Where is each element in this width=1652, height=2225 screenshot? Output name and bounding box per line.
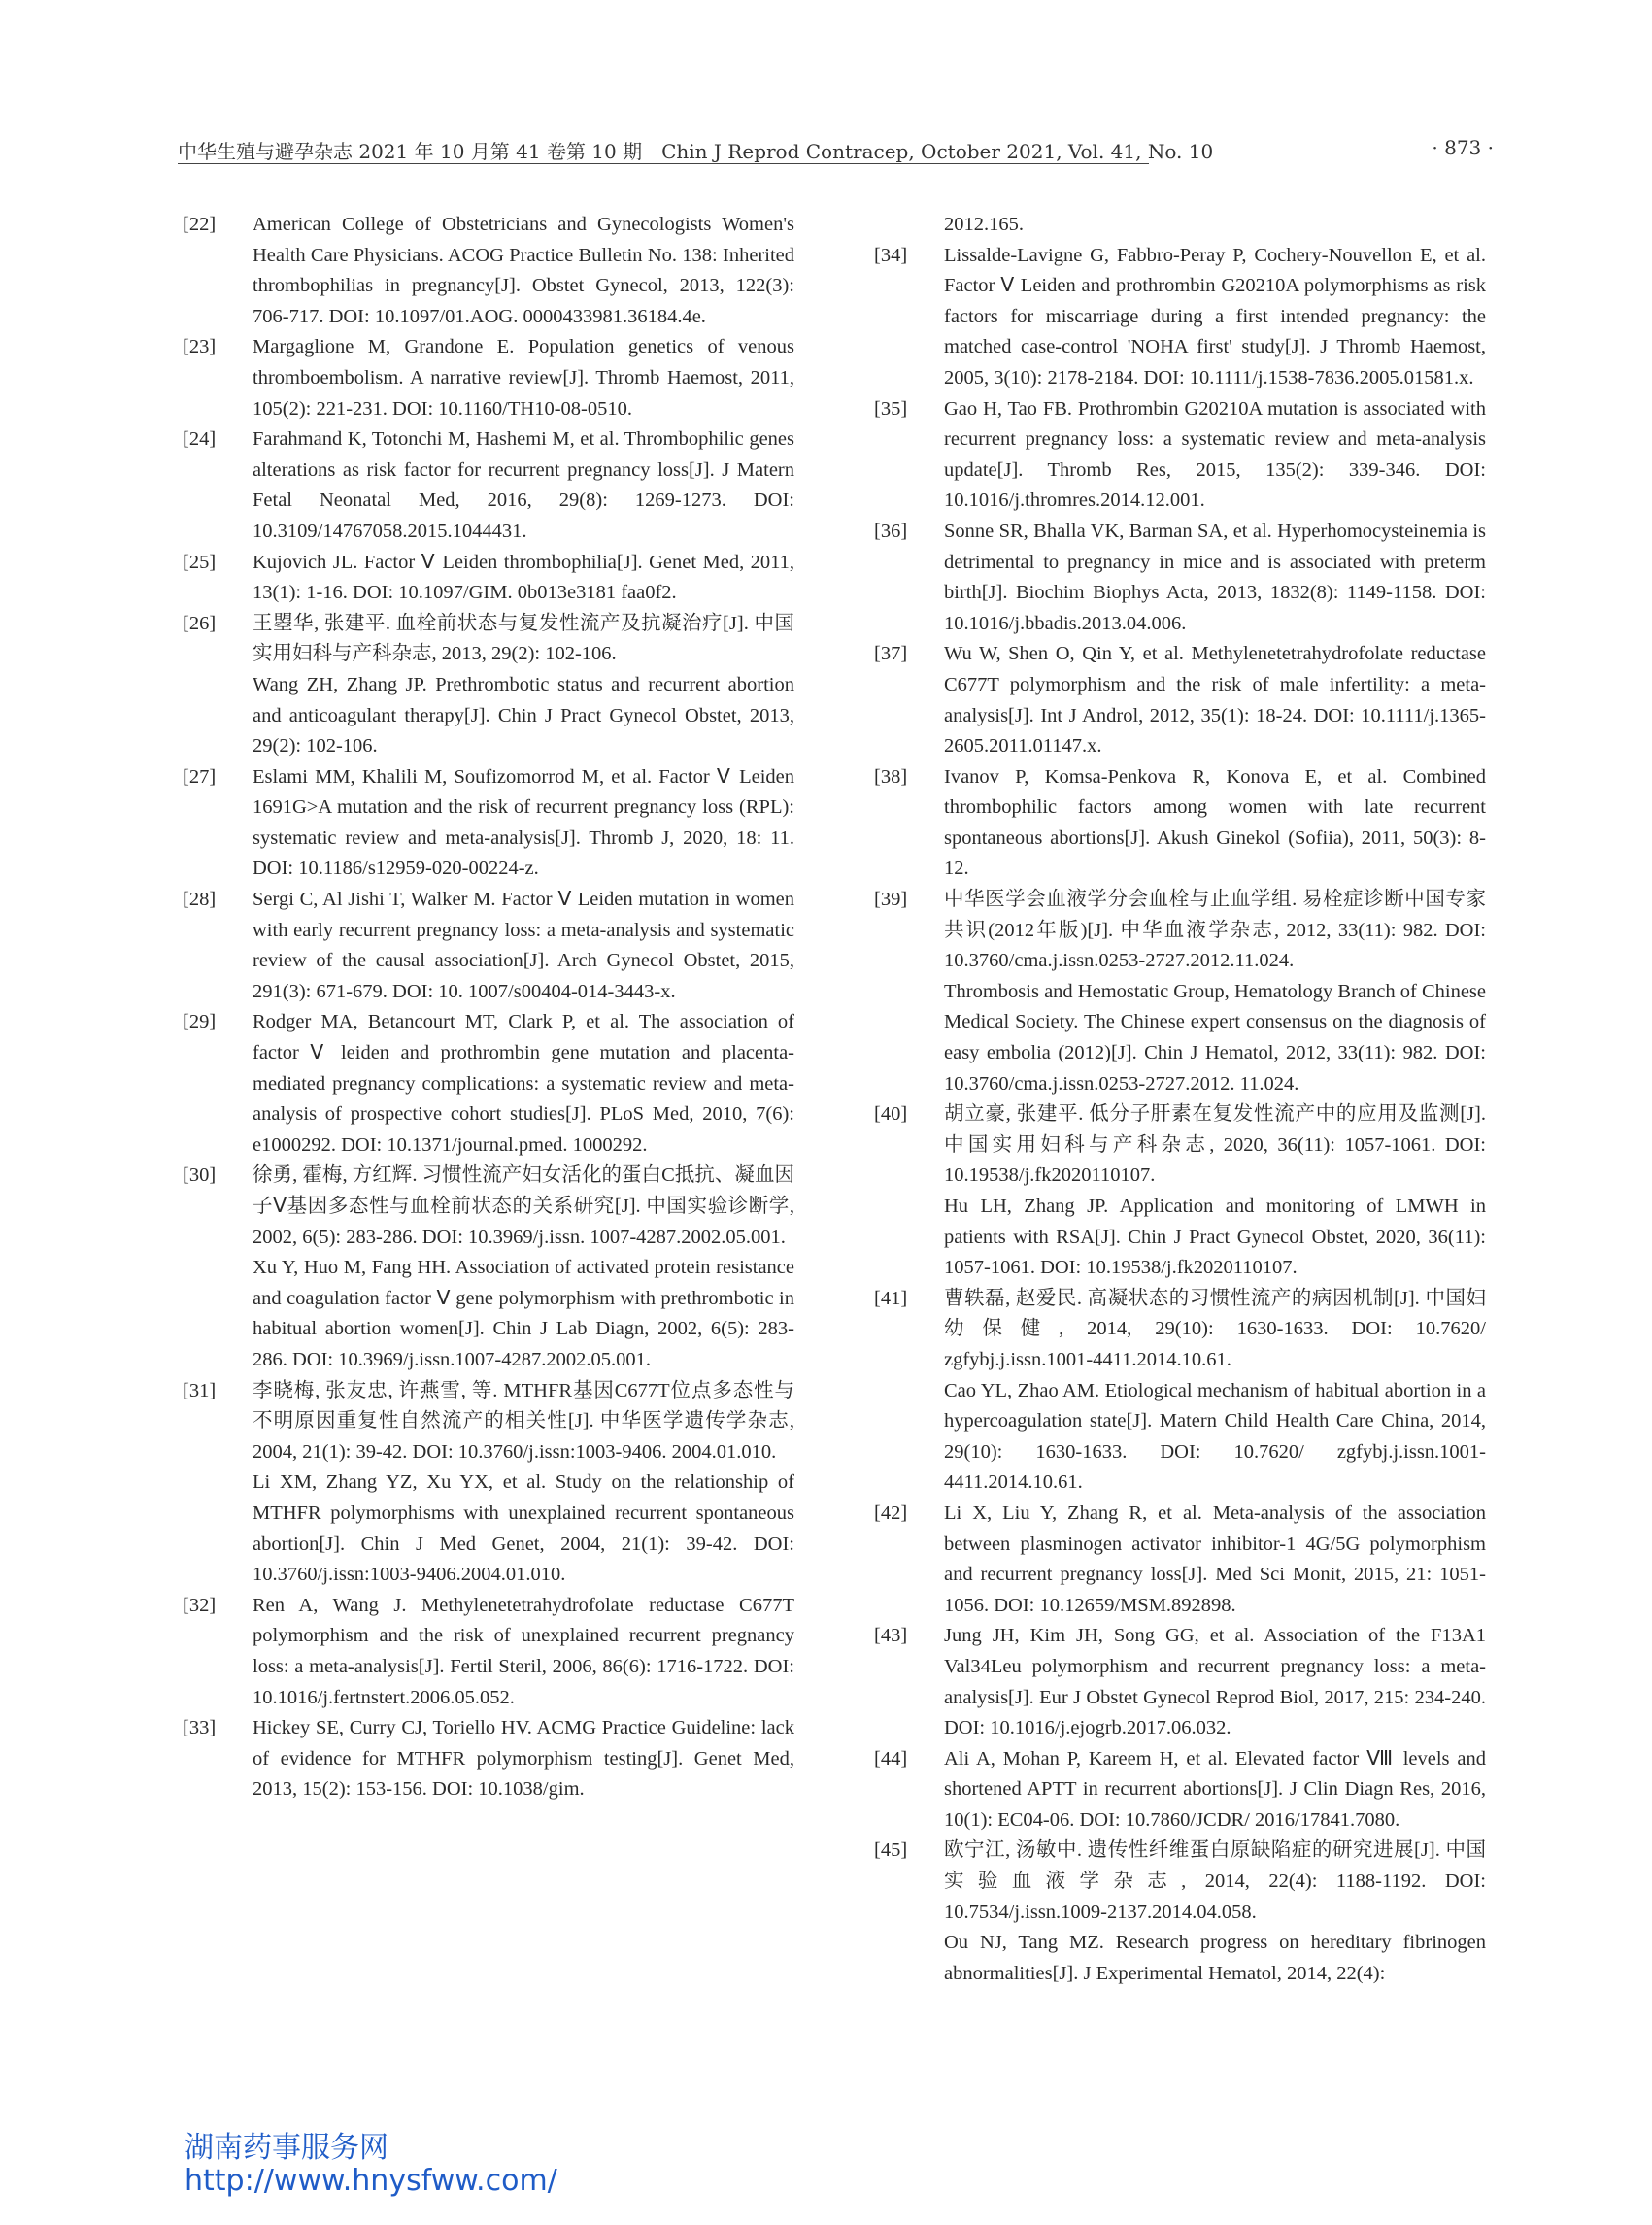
reference-citation: Gao H, Tao FB. Prothrombin G20210A mutation is associated with recurrent pregnancy loss: a systematic review and meta-analysis update[J]. Thromb Res, 2015, 135(2): 339-346. DOI: 10.1016/j.thromres.2014.12.001. <box>944 397 1486 512</box>
running-header <box>178 132 1494 167</box>
reference-number: [45] <box>874 1839 908 1862</box>
reference-citation: 欧宁江, 汤敏中. 遗传性纤维蛋白原缺陷症的研究进展[J]. 中国实验血液学杂志, 2014, 22(4): 1188-1192. DOI: 10.7534/j.issn.1009-2137.2014.04.058. <box>944 1839 1486 1923</box>
journal-citation: 中华生殖与避孕杂志 2021 年 10 月第 41 卷第 10 期 Chin J Reprod Contracep, October 2021, Vol. 41, No. 10 <box>178 140 1214 163</box>
reference-citation: Lissalde-Lavigne G, Fabbro-Peray P, Cochery-Nouvellon E, et al. Factor Ⅴ Leiden and prothrombin G20210A polymorphisms as risk factors for miscarriage during a first intended pregnancy: the matched case-control 'NOHA first' study[J]. J Thromb Haemost, 2005, 3(10): 2178-2184. DOI: 10.1111/j.1538-7836.2005.01581.x. <box>944 244 1486 388</box>
reference-item <box>874 1744 1486 1837</box>
reference-number: [28] <box>183 889 217 911</box>
reference-citation: 中华医学会血液学分会血栓与止血学组. 易栓症诊断中国专家共识(2012年版)[J]. 中华血液学杂志, 2012, 33(11): 982. DOI: 10.3760/cma.j.issn.0253-2727.2012.11.024. <box>944 889 1486 972</box>
reference-column-right <box>874 210 1486 1989</box>
reference-citation: Jung JH, Kim JH, Song GG, et al. Association of the F13A1 Val34Leu polymorphism and recurrent pregnancy loss: a meta-analysis[J]. Eur J Obstet Gynecol Reprod Biol, 2017, 215: 234-240. DOI: 10.1016/j.ejogrb.2017.06.032. <box>944 1625 1486 1739</box>
reference-number: [31] <box>183 1379 217 1401</box>
reference-text <box>253 609 794 762</box>
reference-text <box>944 762 1486 885</box>
reference-text <box>253 332 794 424</box>
reference-column-left <box>183 210 794 1805</box>
reference-citation: Wu W, Shen O, Qin Y, et al. Methylenetetrahydrofolate reductase C677T polymorphism and the risk of male infertility: a meta-analysis[J]. Int J Androl, 2012, 35(1): 18-24. DOI: 10.1111/j.1365-2605.2011.01147.x. <box>944 643 1486 758</box>
reference-number: [36] <box>874 520 908 542</box>
reference-citation: Ivanov P, Komsa-Penkova R, Konova E, et al. Combined thrombophilic factors among women with late recurrent spontaneous abortions[J]. Akush Ginekol (Sofiia), 2011, 50(3): 8-12. <box>944 765 1486 880</box>
reference-number: [35] <box>874 397 908 420</box>
reference-number: [29] <box>183 1011 217 1033</box>
reference-text <box>253 1376 794 1591</box>
reference-english-translation: Hu LH, Zhang JP. Application and monitoring of LMWH in patients with RSA[J]. Chin J Pract Gynecol Obstet, 2020, 36(11): 1057-1061. DOI: 10.19538/j.fk2020110107. <box>944 1196 1486 1279</box>
reference-item <box>874 1836 1486 1989</box>
reference-item <box>183 1591 794 1713</box>
reference-english-translation: Xu Y, Huo M, Fang HH. Association of activated protein resistance and coagulation factor Ⅴ gene polymorphism with prethrombotic in habitual abortion women[J]. Chin J Lab Diagn, 2002, 6(5): 283-286. DOI: 10.3969/j.issn.1007-4287.2002.05.001. <box>253 1257 794 1370</box>
reference-citation: 王曌华, 张建平. 血栓前状态与复发性流产及抗凝治疗[J]. 中国实用妇科与产科杂志, 2013, 29(2): 102-106. <box>253 612 794 665</box>
reference-english-translation: Li XM, Zhang YZ, Xu YX, et al. Study on the relationship of MTHFR polymorphisms with unexplained recurrent spontaneous abortion[J]. Chin J Med Genet, 2004, 21(1): 39-42. DOI: 10.3760/j.issn:1003-9406.2004.01.010. <box>253 1471 794 1586</box>
reference-text <box>944 1836 1486 1989</box>
reference-number: [33] <box>183 1717 217 1739</box>
reference-citation: Hickey SE, Curry CJ, Toriello HV. ACMG Practice Guideline: lack of evidence for MTHFR polymorphism testing[J]. Genet Med, 2013, 15(2): 153-156. DOI: 10.1038/gim. <box>253 1717 794 1801</box>
reference-number: [41] <box>874 1287 908 1309</box>
reference-number: [26] <box>183 612 217 634</box>
reference-item <box>874 885 1486 1099</box>
reference-text <box>944 517 1486 639</box>
reference-english-translation: Cao YL, Zhao AM. Etiological mechanism of habitual abortion in a hypercoagulation state[J]. Matern Child Health Care China, 2014, 29(10): 1630-1633. DOI: 10.7620/ zgfybj.j.issn.1001-4411.2014.10.61. <box>944 1379 1486 1494</box>
reference-citation: Sonne SR, Bhalla VK, Barman SA, et al. Hyperhomocysteinemia is detrimental to pregnancy in mice and is associated with preterm birth[J]. Biochim Biophys Acta, 2013, 1832(8): 1149-1158. DOI: 10.1016/j.bbadis.2013.04.006. <box>944 520 1486 634</box>
reference-number: [43] <box>874 1625 908 1647</box>
reference-citation: Sergi C, Al Jishi T, Walker M. Factor Ⅴ Leiden mutation in women with early recurrent pregnancy loss: a meta-analysis and systematic review of the causal association[J]. Arch Gynecol Obstet, 2015, 291(3): 671-679. DOI: 10. 1007/s00404-014-3443-x. <box>253 889 794 1002</box>
reference-item <box>874 639 1486 761</box>
reference-citation: Eslami MM, Khalili M, Soufizomorrod M, et al. Factor Ⅴ Leiden 1691G>A mutation and the risk of recurrent pregnancy loss (RPL): systematic review and meta-analysis[J]. Thromb J, 2020, 18: 11. DOI: 10.1186/s12959-020-00224-z. <box>253 765 794 880</box>
reference-item <box>183 1161 794 1375</box>
reference-citation: Farahmand K, Totonchi M, Hashemi M, et al. Thrombophilic genes alterations as risk factor for recurrent pregnancy loss[J]. J Matern Fetal Neonatal Med, 2016, 29(8): 1269-1273. DOI: 10.3109/14767058.2015.1044431. <box>253 428 794 542</box>
reference-number: [37] <box>874 643 908 665</box>
reference-text <box>944 1621 1486 1743</box>
reference-text <box>253 548 794 609</box>
reference-citation: American College of Obstetricians and Gynecologists Women's Health Care Physicians. ACOG Practice Bulletin No. 138: Inherited thrombophilias in pregnancy[J]. Obstet Gynecol, 2013, 122(3): 706-717. DOI: 10.1097/01.AOG. 0000433981.36184.4e. <box>253 214 794 327</box>
reference-citation: Rodger MA, Betancourt MT, Clark P, et al. The association of factor Ⅴ leiden and prothrombin gene mutation and placenta-mediated pregnancy complications: a systematic review and meta-analysis of prospective cohort studies[J]. PLoS Med, 2010, 7(6): e1000292. DOI: 10.1371/journal.pmed. 1000292. <box>253 1011 794 1156</box>
reference-english-translation: Thrombosis and Hemostatic Group, Hematology Branch of Chinese Medical Society. The Chinese expert consensus on the diagnosis of easy embolia (2012)[J]. Chin J Hematol, 2012, 33(11): 982. DOI: 10.3760/cma.j.issn.0253-2727.2012. 11.024. <box>944 980 1486 1095</box>
reference-item <box>183 548 794 609</box>
reference-citation: 胡立豪, 张建平. 低分子肝素在复发性流产中的应用及监测[J]. 中国实用妇科与产科杂志, 2020, 36(11): 1057-1061. DOI: 10.19538/j.fk2020110107. <box>944 1103 1486 1187</box>
reference-text <box>253 424 794 547</box>
reference-citation: Ren A, Wang J. Methylenetetrahydrofolate reductase C677T polymorphism and the risk of unexplained recurrent pregnancy loss: a meta-analysis[J]. Fertil Steril, 2006, 86(6): 1716-1722. DOI: 10.1016/j.fertnstert.2006.05.052. <box>253 1594 794 1708</box>
reference-continuation: 2012.165. <box>944 214 1024 235</box>
reference-item <box>874 1499 1486 1621</box>
reference-number: [39] <box>874 889 908 911</box>
reference-text <box>253 1591 794 1713</box>
watermark-site-name: 湖南药事服务网 <box>185 2131 388 2165</box>
reference-number: [34] <box>874 244 908 266</box>
reference-text <box>253 885 794 1007</box>
reference-item <box>183 332 794 424</box>
reference-item <box>183 1713 794 1805</box>
reference-text <box>253 1007 794 1161</box>
reference-citation: Li X, Liu Y, Zhang R, et al. Meta-analysis of the association between plasminogen activator inhibitor-1 4G/5G polymorphism and recurrent pregnancy loss[J]. Med Sci Monit, 2015, 21: 1051-1056. DOI: 10.12659/MSM.892898. <box>944 1501 1486 1616</box>
reference-number: [32] <box>183 1594 217 1616</box>
reference-english-translation: Wang ZH, Zhang JP. Prethrombotic status and recurrent abortion and anticoagulant therapy[J]. Chin J Pract Gynecol Obstet, 2013, 29(2): 102-106. <box>253 673 794 758</box>
reference-text <box>944 885 1486 1099</box>
reference-number: [23] <box>183 336 217 358</box>
reference-item <box>183 1007 794 1161</box>
reference-item <box>183 210 794 332</box>
reference-text <box>944 639 1486 761</box>
reference-item <box>874 394 1486 517</box>
reference-number: [30] <box>183 1164 217 1187</box>
header-rule <box>178 163 1149 164</box>
reference-item <box>183 424 794 547</box>
site-watermark <box>185 2132 557 2198</box>
reference-item <box>183 762 794 885</box>
reference-number: [24] <box>183 428 217 451</box>
reference-item <box>874 1284 1486 1499</box>
reference-number: [25] <box>183 551 217 573</box>
reference-text <box>253 1713 794 1805</box>
reference-item <box>874 517 1486 639</box>
reference-citation: Ali A, Mohan P, Kareem H, et al. Elevated factor Ⅷ levels and shortened APTT in recurrent abortions[J]. J Clin Diagn Res, 2016, 10(1): EC04-06. DOI: 10.7860/JCDR/ 2016/17841.7080. <box>944 1747 1486 1831</box>
reference-item <box>874 241 1486 394</box>
reference-text <box>253 762 794 885</box>
reference-item <box>183 609 794 762</box>
reference-text <box>944 1744 1486 1837</box>
reference-item <box>874 1099 1486 1284</box>
reference-citation: 徐勇, 霍梅, 方红辉. 习惯性流产妇女活化的蛋白C抵抗、凝血因子Ⅴ基因多态性与血栓前状态的关系研究[J]. 中国实验诊断学, 2002, 6(5): 283-286. DOI: 10.3969/j.issn. 1007-4287.2002.05.001. <box>253 1164 794 1248</box>
page-number: · 873 · <box>1432 136 1494 159</box>
reference-number: [44] <box>874 1747 908 1770</box>
reference-text <box>944 241 1486 394</box>
reference-text <box>944 1499 1486 1621</box>
reference-citation: Kujovich JL. Factor Ⅴ Leiden thrombophilia[J]. Genet Med, 2011, 13(1): 1-16. DOI: 10.1097/GIM. 0b013e3181 faa0f2. <box>253 551 794 604</box>
reference-number: [42] <box>874 1501 908 1524</box>
watermark-url[interactable]: http://www.hnysfww.com/ <box>185 2164 557 2198</box>
reference-number: [40] <box>874 1103 908 1126</box>
reference-number: [38] <box>874 765 908 788</box>
reference-english-translation: Ou NJ, Tang MZ. Research progress on hereditary fibrinogen abnormalities[J]. J Experimental Hematol, 2014, 22(4): <box>944 1932 1486 1984</box>
reference-text <box>253 1161 794 1375</box>
reference-number: [22] <box>183 214 217 235</box>
reference-item <box>874 1621 1486 1743</box>
reference-text <box>944 394 1486 517</box>
reference-text <box>253 210 794 332</box>
reference-number: [27] <box>183 765 217 788</box>
reference-text <box>944 1099 1486 1284</box>
reference-citation: 李晓梅, 张友忠, 许燕雪, 等. MTHFR基因C677T位点多态性与不明原因重复性自然流产的相关性[J]. 中华医学遗传学杂志, 2004, 21(1): 39-42. DOI: 10.3760/j.issn:1003-9406. 2004.01.010. <box>253 1379 794 1463</box>
reference-item <box>874 762 1486 885</box>
reference-text <box>944 1284 1486 1499</box>
reference-citation: Margaglione M, Grandone E. Population genetics of venous thromboembolism. A narrative review[J]. Thromb Haemost, 2011, 105(2): 221-231. DOI: 10.1160/TH10-08-0510. <box>253 336 794 420</box>
reference-item <box>183 885 794 1007</box>
reference-item <box>183 1376 794 1591</box>
reference-citation: 曹轶磊, 赵爱民. 高凝状态的习惯性流产的病因机制[J]. 中国妇幼保健, 2014, 29(10): 1630-1633. DOI: 10.7620/ zgfybj.j.issn.1001-4411.2014.10.61. <box>944 1287 1486 1370</box>
